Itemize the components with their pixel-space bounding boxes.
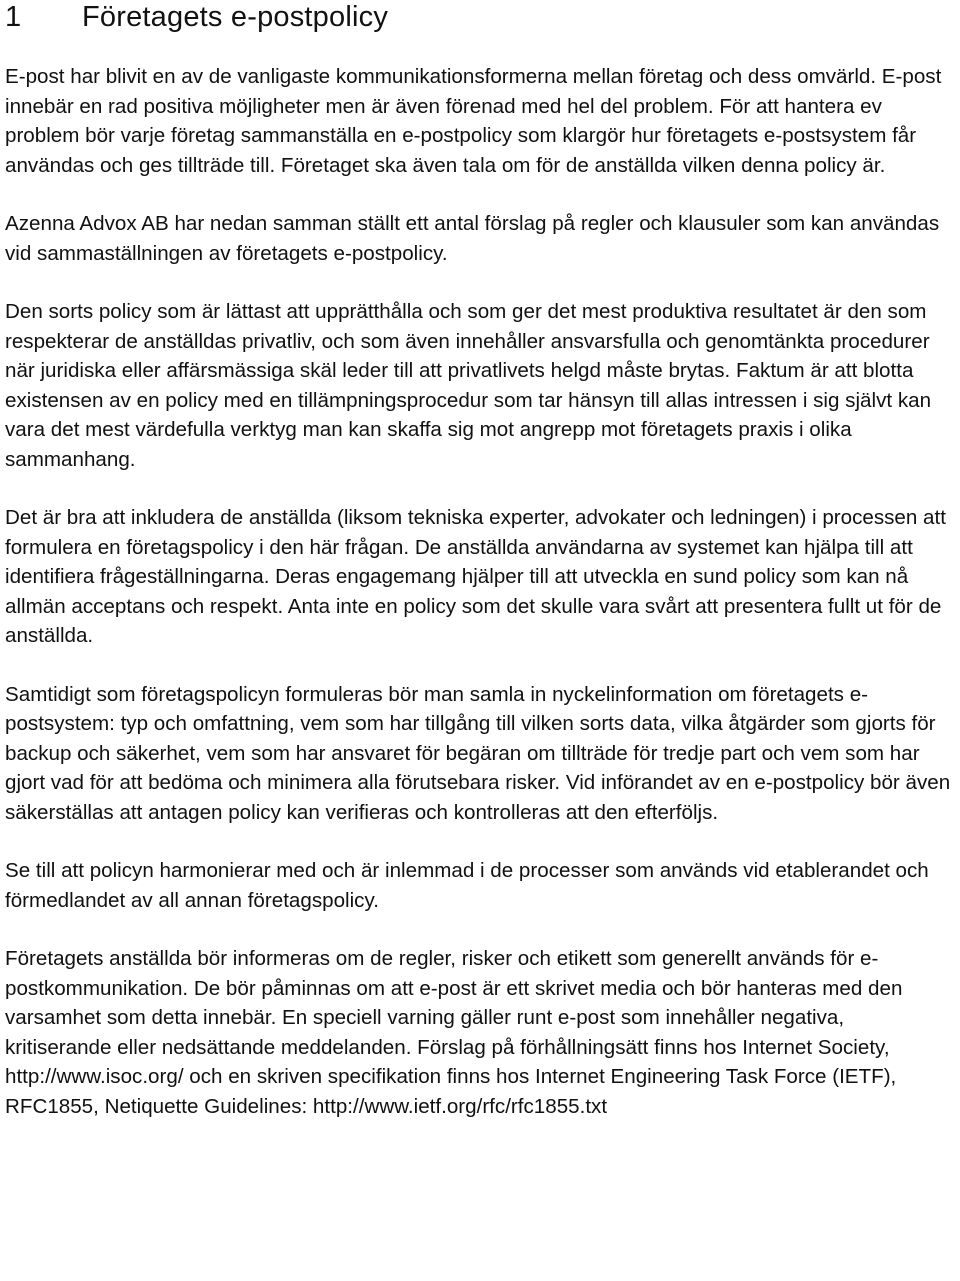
paragraph-azenna: Azenna Advox AB har nedan samman ställt ett antal förslag på regler och klausuler som kan användas vid sammaställningen av företagets e-postpolicy.: [5, 212, 940, 265]
paragraph-inform-employees: Företagets anställda bör informeras om de regler, risker och etikett som generellt används för e-postkommunikation. De bör påminnas om att e-post är ett skrivet media och bör hanteras med den varsamhet som detta innebär. En speciell varning gäller runt e-post som innehåller negativa, kritiserande eller nedsättande meddelanden. Förslag på förhållningsätt finns hos Internet Society, http://www.isoc.org/ och en skriven specifikation finns hos Internet Engineering Task Force (IETF), RFC1855, Netiquette Guidelines: http://www.ietf.org/rfc/rfc1855.txt: [5, 947, 903, 1118]
section-number: 1: [5, 1, 22, 33]
paragraph-policy-type: Den sorts policy som är lättast att upprätthålla och som ger det mest produktiva resultatet är den som respekterar de anställdas privatliv, och som även innehåller ansvarsfulla och genomtänkta procedurer när juridiska eller affärsmässiga skäl leder till att privatlivets helgd måste brytas. Faktum är att blotta existensen av en policy med en tillämpningsprocedur som tar hänsyn till allas intressen i sig självt kan vara det mest värdefulla verktyg man kan skaffa sig mot angrepp mot företagets praxis i olika sammanhang.: [5, 300, 932, 471]
paragraph-key-information: Samtidigt som företagspolicyn formuleras bör man samla in nyckelinformation om företagets e-postsystem: typ och omfattning, vem som har tillgång till vilken sorts data, vilka åtgärder som gjorts för backup och säkerhet, vem som har ansvaret för begäran om tillträde för tredje part och vem som har gjort vad för att bedöma och minimera alla förutsebara risker. Vid införandet av en e-postpolicy bör även säkerställas att antagen policy kan verifieras och kontrolleras att den efterföljs.: [5, 682, 951, 824]
paragraph-intro: E-post har blivit en av de vanligaste kommunikationsformerna mellan företag och dess omvärld. E-post innebär en rad positiva möjligheter men är även förenad med hel del problem. För att hantera ev problem bör varje företag sammanställa en e-postpolicy som klargör hur företagets e-postsystem får användas och ges tillträde till. Företaget ska även tala om för de anställda vilken denna policy är.: [5, 65, 942, 177]
body-text: [5, 62, 960, 1121]
section-title: Företagets e-postpolicy: [82, 1, 389, 33]
section-heading: [5, 0, 960, 34]
paragraph-harmonize: Se till att policyn harmonierar med och är inlemmad i de processer som används vid etablerandet och förmedlandet av all annan företagspolicy.: [5, 859, 929, 912]
paragraph-include-employees: Det är bra att inkludera de anställda (liksom tekniska experter, advokater och ledningen) i processen att formulera en företagspolicy i den här frågan. De anställda användarna av systemet kan hjälpa till att identifiera frågeställningarna. Deras engagemang hjälper till att utveckla en sund policy som kan nå allmän acceptans och respekt. Anta inte en policy som det skulle vara svårt att presentera fullt ut för de anställda.: [5, 506, 946, 647]
